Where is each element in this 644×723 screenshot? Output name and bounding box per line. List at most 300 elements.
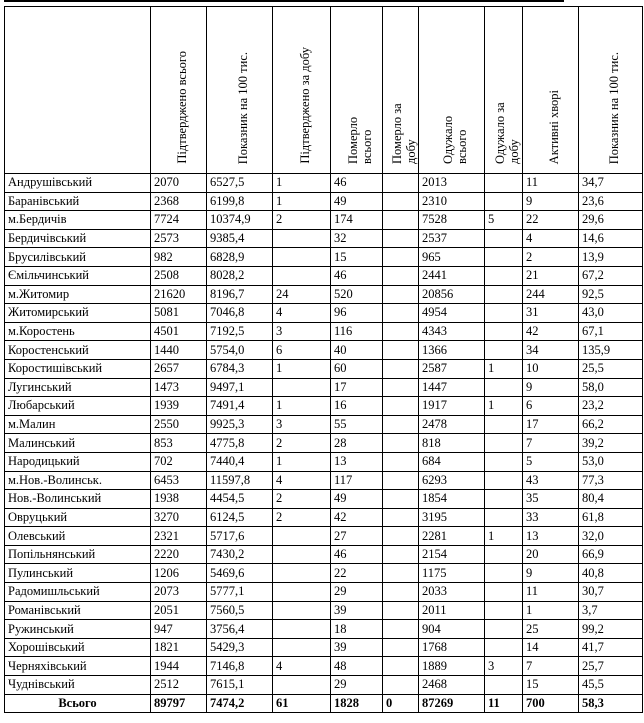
confirmed-daily-cell: 1	[273, 359, 331, 378]
recovered-daily-cell	[485, 266, 523, 285]
table-row	[5, 266, 643, 285]
district-name-cell: Чуднівський	[5, 676, 151, 695]
district-name-cell: Олевський	[5, 527, 151, 546]
active-rate-per-100k-cell: 61,8	[579, 508, 643, 527]
rate-per-100k-cell: 4775,8	[207, 434, 273, 453]
active-cases-cell: 7	[523, 434, 579, 453]
confirmed-daily-cell: 4	[273, 657, 331, 676]
header-active-cases-label: Активні хворі	[546, 89, 561, 164]
active-cases-cell: 11	[523, 174, 579, 193]
table-row	[5, 415, 643, 434]
header-confirmed-daily-label: Підтверджено за добу	[297, 47, 312, 164]
confirmed-total-cell: 1821	[151, 638, 207, 657]
active-rate-per-100k-cell: 34,7	[579, 174, 643, 193]
rate-per-100k-cell: 7046,8	[207, 304, 273, 323]
rate-per-100k-cell: 5717,6	[207, 527, 273, 546]
header-recovered-total-label: Одужало всього	[440, 115, 469, 164]
total-deaths: 1828	[331, 694, 383, 713]
active-cases-cell: 35	[523, 490, 579, 509]
confirmed-total-cell: 2512	[151, 676, 207, 695]
recovered-total-cell: 2154	[419, 545, 485, 564]
confirmed-daily-cell: 6	[273, 341, 331, 360]
rate-per-100k-cell: 7146,8	[207, 657, 273, 676]
total-recovered: 87269	[419, 694, 485, 713]
deaths-daily-cell	[383, 192, 419, 211]
confirmed-daily-cell: 1	[273, 192, 331, 211]
recovered-total-cell: 20856	[419, 285, 485, 304]
active-rate-per-100k-cell: 32,0	[579, 527, 643, 546]
active-rate-per-100k-cell: 58,0	[579, 378, 643, 397]
active-cases-cell: 6	[523, 397, 579, 416]
recovered-total-cell: 2478	[419, 415, 485, 434]
recovered-total-cell: 2310	[419, 192, 485, 211]
district-name-cell: Баранівський	[5, 192, 151, 211]
active-rate-per-100k-cell: 53,0	[579, 452, 643, 471]
confirmed-daily-cell: 1	[273, 397, 331, 416]
deaths-daily-cell	[383, 527, 419, 546]
deaths-total-cell: 39	[331, 601, 383, 620]
active-rate-per-100k-cell: 66,2	[579, 415, 643, 434]
deaths-daily-cell	[383, 341, 419, 360]
total-row	[5, 694, 643, 713]
rate-per-100k-cell: 3756,4	[207, 620, 273, 639]
table-row	[5, 248, 643, 267]
active-rate-per-100k-cell: 80,4	[579, 490, 643, 509]
recovered-total-cell: 7528	[419, 211, 485, 230]
deaths-daily-cell	[383, 676, 419, 695]
rate-per-100k-cell: 5754,0	[207, 341, 273, 360]
deaths-total-cell: 46	[331, 174, 383, 193]
total-active-rate: 58,3	[579, 694, 643, 713]
district-name-cell: Попільнянський	[5, 545, 151, 564]
district-name-cell: Народицький	[5, 452, 151, 471]
confirmed-total-cell: 2051	[151, 601, 207, 620]
district-name-cell: Ружинський	[5, 620, 151, 639]
district-name-cell: Романівський	[5, 601, 151, 620]
confirmed-total-cell: 2368	[151, 192, 207, 211]
recovered-total-cell: 2587	[419, 359, 485, 378]
recovered-daily-cell	[485, 285, 523, 304]
active-cases-cell: 1	[523, 601, 579, 620]
header-active-cases	[523, 7, 579, 174]
deaths-daily-cell	[383, 415, 419, 434]
deaths-total-cell: 42	[331, 508, 383, 527]
confirmed-daily-cell: 3	[273, 415, 331, 434]
confirmed-total-cell: 982	[151, 248, 207, 267]
district-name-cell: Хорошівський	[5, 638, 151, 657]
confirmed-daily-cell: 3	[273, 322, 331, 341]
recovered-daily-cell	[485, 434, 523, 453]
deaths-daily-cell	[383, 564, 419, 583]
deaths-total-cell: 40	[331, 341, 383, 360]
deaths-total-cell: 17	[331, 378, 383, 397]
active-rate-per-100k-cell: 77,3	[579, 471, 643, 490]
deaths-daily-cell	[383, 620, 419, 639]
covid-statistics-table	[4, 6, 643, 713]
active-cases-cell: 31	[523, 304, 579, 323]
recovered-daily-cell	[485, 304, 523, 323]
deaths-daily-cell	[383, 657, 419, 676]
recovered-daily-cell	[485, 508, 523, 527]
deaths-daily-cell	[383, 583, 419, 602]
rate-per-100k-cell: 6784,3	[207, 359, 273, 378]
deaths-daily-cell	[383, 508, 419, 527]
active-cases-cell: 34	[523, 341, 579, 360]
recovered-total-cell: 1854	[419, 490, 485, 509]
recovered-total-cell: 1768	[419, 638, 485, 657]
active-cases-cell: 21	[523, 266, 579, 285]
deaths-daily-cell	[383, 378, 419, 397]
header-recovered-daily	[485, 7, 523, 174]
deaths-total-cell: 28	[331, 434, 383, 453]
active-cases-cell: 25	[523, 620, 579, 639]
deaths-total-cell: 39	[331, 638, 383, 657]
recovered-total-cell: 1917	[419, 397, 485, 416]
active-cases-cell: 13	[523, 527, 579, 546]
active-cases-cell: 33	[523, 508, 579, 527]
header-rate-per-100k-label: Показник на 100 тис.	[235, 51, 250, 164]
active-rate-per-100k-cell: 45,5	[579, 676, 643, 695]
header-district	[5, 7, 151, 174]
total-label: Всього	[5, 694, 151, 713]
district-name-cell: Радомишльський	[5, 583, 151, 602]
deaths-total-cell: 49	[331, 192, 383, 211]
recovered-daily-cell	[485, 490, 523, 509]
recovered-daily-cell: 1	[485, 397, 523, 416]
recovered-total-cell: 2537	[419, 229, 485, 248]
table-row	[5, 657, 643, 676]
confirmed-daily-cell: 2	[273, 211, 331, 230]
district-name-cell: Бердичівський	[5, 229, 151, 248]
table-row	[5, 378, 643, 397]
confirmed-daily-cell: 2	[273, 508, 331, 527]
active-cases-cell: 2	[523, 248, 579, 267]
confirmed-daily-cell: 2	[273, 490, 331, 509]
rate-per-100k-cell: 9925,3	[207, 415, 273, 434]
confirmed-daily-cell	[273, 601, 331, 620]
deaths-total-cell: 96	[331, 304, 383, 323]
table-row	[5, 359, 643, 378]
total-deaths-daily: 0	[383, 694, 419, 713]
recovered-daily-cell	[485, 378, 523, 397]
confirmed-total-cell: 1206	[151, 564, 207, 583]
active-rate-per-100k-cell: 135,9	[579, 341, 643, 360]
district-name-cell: Пулинський	[5, 564, 151, 583]
district-name-cell: м.Бердичів	[5, 211, 151, 230]
active-rate-per-100k-cell: 30,7	[579, 583, 643, 602]
table-row	[5, 397, 643, 416]
active-cases-cell: 20	[523, 545, 579, 564]
rate-per-100k-cell: 6527,5	[207, 174, 273, 193]
recovered-daily-cell	[485, 192, 523, 211]
active-cases-cell: 11	[523, 583, 579, 602]
deaths-daily-cell	[383, 359, 419, 378]
confirmed-total-cell: 853	[151, 434, 207, 453]
district-name-cell: Брусилівський	[5, 248, 151, 267]
table-row	[5, 322, 643, 341]
header-confirmed-total	[151, 7, 207, 174]
active-rate-per-100k-cell: 92,5	[579, 285, 643, 304]
active-cases-cell: 9	[523, 192, 579, 211]
active-rate-per-100k-cell: 25,7	[579, 657, 643, 676]
confirmed-daily-cell	[273, 638, 331, 657]
active-cases-cell: 244	[523, 285, 579, 304]
active-cases-cell: 17	[523, 415, 579, 434]
deaths-daily-cell	[383, 434, 419, 453]
recovered-daily-cell	[485, 545, 523, 564]
active-rate-per-100k-cell: 99,2	[579, 620, 643, 639]
table-row	[5, 490, 643, 509]
table-row	[5, 564, 643, 583]
rate-per-100k-cell: 11597,8	[207, 471, 273, 490]
confirmed-daily-cell: 1	[273, 174, 331, 193]
deaths-total-cell: 18	[331, 620, 383, 639]
table-row	[5, 229, 643, 248]
table-row	[5, 545, 643, 564]
header-deaths-total-label: Померло всього	[345, 116, 374, 164]
active-rate-per-100k-cell: 23,6	[579, 192, 643, 211]
recovered-daily-cell	[485, 676, 523, 695]
total-confirmed: 89797	[151, 694, 207, 713]
table-row	[5, 452, 643, 471]
header-confirmed-daily	[273, 7, 331, 174]
active-rate-per-100k-cell: 25,5	[579, 359, 643, 378]
table-row	[5, 527, 643, 546]
district-name-cell: Малинський	[5, 434, 151, 453]
active-rate-per-100k-cell: 39,2	[579, 434, 643, 453]
confirmed-total-cell: 7724	[151, 211, 207, 230]
header-active-rate-per-100k-label: Показник на 100 тис.	[606, 51, 621, 164]
table-row	[5, 192, 643, 211]
confirmed-total-cell: 1440	[151, 341, 207, 360]
recovered-total-cell: 4954	[419, 304, 485, 323]
header-deaths-daily-label: Померло за добу	[389, 103, 418, 164]
recovered-daily-cell	[485, 601, 523, 620]
deaths-daily-cell	[383, 322, 419, 341]
active-cases-cell: 22	[523, 211, 579, 230]
total-confirmed-daily: 61	[273, 694, 331, 713]
recovered-total-cell: 904	[419, 620, 485, 639]
district-name-cell: м.Нов.-Волинськ.	[5, 471, 151, 490]
deaths-daily-cell	[383, 211, 419, 230]
active-cases-cell: 43	[523, 471, 579, 490]
rate-per-100k-cell: 7192,5	[207, 322, 273, 341]
deaths-daily-cell	[383, 452, 419, 471]
active-cases-cell: 9	[523, 378, 579, 397]
table-row	[5, 304, 643, 323]
deaths-total-cell: 520	[331, 285, 383, 304]
deaths-total-cell: 32	[331, 229, 383, 248]
rate-per-100k-cell: 8028,2	[207, 266, 273, 285]
rate-per-100k-cell: 9385,4	[207, 229, 273, 248]
header-confirmed-total-label: Підтверджено всього	[174, 51, 189, 164]
confirmed-total-cell: 2070	[151, 174, 207, 193]
district-name-cell: Лугинський	[5, 378, 151, 397]
district-name-cell: Ємільчинський	[5, 266, 151, 285]
deaths-daily-cell	[383, 490, 419, 509]
deaths-daily-cell	[383, 545, 419, 564]
rate-per-100k-cell: 5777,1	[207, 583, 273, 602]
table-row	[5, 638, 643, 657]
rate-per-100k-cell: 7430,2	[207, 545, 273, 564]
district-name-cell: Андрушівський	[5, 174, 151, 193]
table-row	[5, 620, 643, 639]
table-row	[5, 583, 643, 602]
active-cases-cell: 15	[523, 676, 579, 695]
deaths-total-cell: 174	[331, 211, 383, 230]
confirmed-daily-cell	[273, 266, 331, 285]
confirmed-total-cell: 1939	[151, 397, 207, 416]
rate-per-100k-cell: 6124,5	[207, 508, 273, 527]
recovered-total-cell: 6293	[419, 471, 485, 490]
confirmed-total-cell: 2550	[151, 415, 207, 434]
header-rate-per-100k	[207, 7, 273, 174]
recovered-total-cell: 2281	[419, 527, 485, 546]
active-rate-per-100k-cell: 40,8	[579, 564, 643, 583]
recovered-daily-cell	[485, 564, 523, 583]
rate-per-100k-cell: 9497,1	[207, 378, 273, 397]
active-rate-per-100k-cell: 29,6	[579, 211, 643, 230]
rate-per-100k-cell: 8196,7	[207, 285, 273, 304]
recovered-daily-cell	[485, 452, 523, 471]
rate-per-100k-cell: 4454,5	[207, 490, 273, 509]
recovered-total-cell: 1447	[419, 378, 485, 397]
recovered-daily-cell: 1	[485, 359, 523, 378]
active-rate-per-100k-cell: 43,0	[579, 304, 643, 323]
deaths-total-cell: 55	[331, 415, 383, 434]
table-row	[5, 601, 643, 620]
header-recovered-daily-label: Одужало за добу	[492, 102, 521, 164]
confirmed-total-cell: 1938	[151, 490, 207, 509]
deaths-daily-cell	[383, 638, 419, 657]
confirmed-total-cell: 947	[151, 620, 207, 639]
active-cases-cell: 4	[523, 229, 579, 248]
active-cases-cell: 5	[523, 452, 579, 471]
active-rate-per-100k-cell: 14,6	[579, 229, 643, 248]
header-row	[5, 7, 643, 174]
confirmed-total-cell: 1944	[151, 657, 207, 676]
district-name-cell: Житомирський	[5, 304, 151, 323]
recovered-daily-cell	[485, 341, 523, 360]
recovered-total-cell: 818	[419, 434, 485, 453]
deaths-total-cell: 117	[331, 471, 383, 490]
district-name-cell: Овруцький	[5, 508, 151, 527]
table-row	[5, 285, 643, 304]
recovered-daily-cell	[485, 415, 523, 434]
active-rate-per-100k-cell: 13,9	[579, 248, 643, 267]
confirmed-total-cell: 2073	[151, 583, 207, 602]
total-active: 700	[523, 694, 579, 713]
confirmed-total-cell: 702	[151, 452, 207, 471]
recovered-daily-cell	[485, 583, 523, 602]
confirmed-total-cell: 21620	[151, 285, 207, 304]
confirmed-daily-cell: 4	[273, 304, 331, 323]
confirmed-total-cell: 2321	[151, 527, 207, 546]
confirmed-daily-cell	[273, 545, 331, 564]
rate-per-100k-cell: 7491,4	[207, 397, 273, 416]
confirmed-daily-cell	[273, 564, 331, 583]
confirmed-total-cell: 2220	[151, 545, 207, 564]
recovered-total-cell: 2033	[419, 583, 485, 602]
district-name-cell: Нов.-Волинський	[5, 490, 151, 509]
active-cases-cell: 10	[523, 359, 579, 378]
recovered-total-cell: 1175	[419, 564, 485, 583]
table-row	[5, 211, 643, 230]
recovered-total-cell: 4343	[419, 322, 485, 341]
district-name-cell: м.Житомир	[5, 285, 151, 304]
recovered-daily-cell	[485, 248, 523, 267]
recovered-daily-cell	[485, 471, 523, 490]
active-cases-cell: 14	[523, 638, 579, 657]
deaths-daily-cell	[383, 304, 419, 323]
recovered-daily-cell	[485, 638, 523, 657]
district-name-cell: м.Малин	[5, 415, 151, 434]
deaths-daily-cell	[383, 266, 419, 285]
district-name-cell: Коростенський	[5, 341, 151, 360]
confirmed-total-cell: 2508	[151, 266, 207, 285]
deaths-total-cell: 48	[331, 657, 383, 676]
table-row	[5, 434, 643, 453]
active-rate-per-100k-cell: 23,2	[579, 397, 643, 416]
active-rate-per-100k-cell: 3,7	[579, 601, 643, 620]
deaths-total-cell: 29	[331, 583, 383, 602]
recovered-total-cell: 2011	[419, 601, 485, 620]
confirmed-total-cell: 4501	[151, 322, 207, 341]
confirmed-daily-cell	[273, 583, 331, 602]
deaths-total-cell: 60	[331, 359, 383, 378]
header-recovered-total	[419, 7, 485, 174]
recovered-total-cell: 965	[419, 248, 485, 267]
confirmed-total-cell: 6453	[151, 471, 207, 490]
table-row	[5, 471, 643, 490]
active-cases-cell: 7	[523, 657, 579, 676]
confirmed-daily-cell	[273, 527, 331, 546]
district-name-cell: м.Коростень	[5, 322, 151, 341]
header-deaths-daily	[383, 7, 419, 174]
district-name-cell: Любарський	[5, 397, 151, 416]
deaths-total-cell: 29	[331, 676, 383, 695]
deaths-total-cell: 49	[331, 490, 383, 509]
recovered-daily-cell	[485, 322, 523, 341]
confirmed-total-cell: 2657	[151, 359, 207, 378]
confirmed-daily-cell	[273, 378, 331, 397]
confirmed-daily-cell: 2	[273, 434, 331, 453]
deaths-total-cell: 116	[331, 322, 383, 341]
confirmed-daily-cell	[273, 620, 331, 639]
deaths-daily-cell	[383, 397, 419, 416]
deaths-daily-cell	[383, 229, 419, 248]
recovered-daily-cell: 3	[485, 657, 523, 676]
deaths-daily-cell	[383, 248, 419, 267]
confirmed-total-cell: 2573	[151, 229, 207, 248]
confirmed-total-cell: 5081	[151, 304, 207, 323]
table-row	[5, 676, 643, 695]
active-cases-cell: 9	[523, 564, 579, 583]
deaths-total-cell: 22	[331, 564, 383, 583]
rate-per-100k-cell: 10374,9	[207, 211, 273, 230]
recovered-total-cell: 684	[419, 452, 485, 471]
rate-per-100k-cell: 6199,8	[207, 192, 273, 211]
deaths-total-cell: 16	[331, 397, 383, 416]
total-recovered-daily: 11	[485, 694, 523, 713]
district-name-cell: Черняхівський	[5, 657, 151, 676]
recovered-daily-cell	[485, 229, 523, 248]
rate-per-100k-cell: 7560,5	[207, 601, 273, 620]
rate-per-100k-cell: 5429,3	[207, 638, 273, 657]
rate-per-100k-cell: 6828,9	[207, 248, 273, 267]
confirmed-total-cell: 3270	[151, 508, 207, 527]
recovered-daily-cell	[485, 174, 523, 193]
